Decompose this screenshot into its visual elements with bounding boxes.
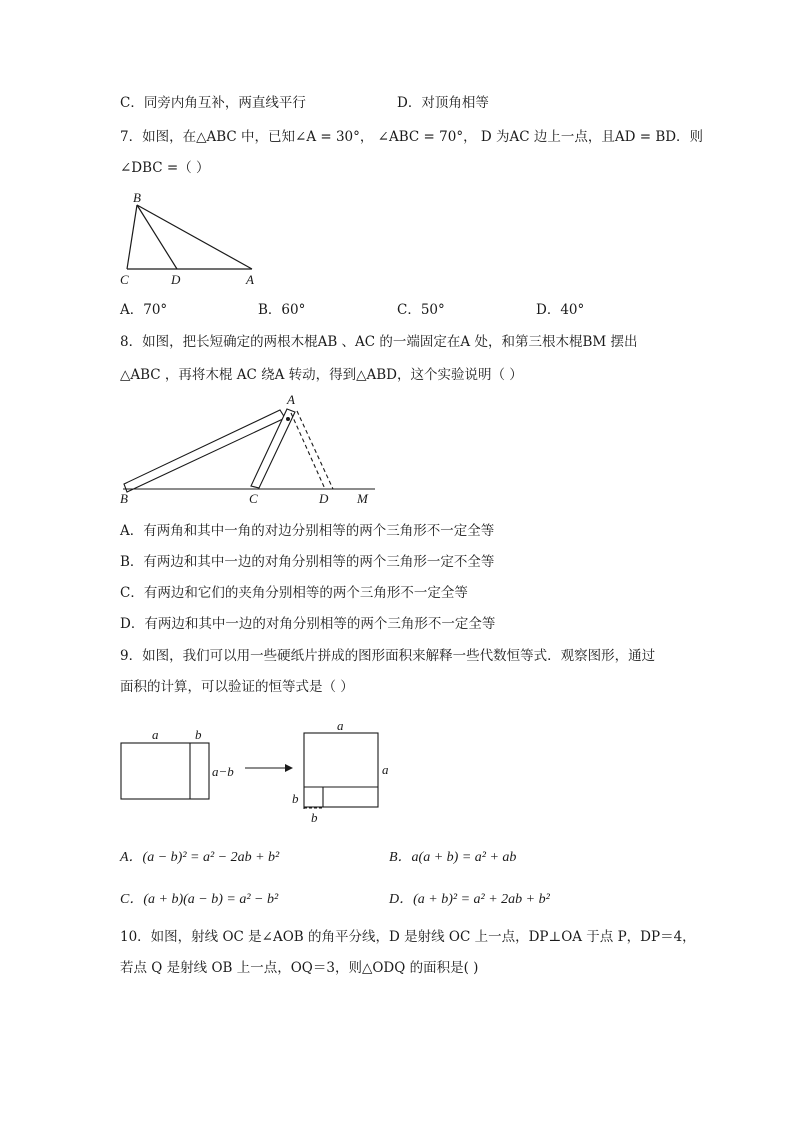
q10-stem-line2: 若点 Q 是射线 OB 上一点，OQ＝3，则△ODQ 的面积是( ) xyxy=(120,960,479,976)
q9-stem-line2: 面积的计算，可以验证的恒等式是（ ） xyxy=(120,679,354,695)
q9-option-a: A．(a − b)² = a² − 2ab + b² xyxy=(120,850,280,865)
q7-option-c: C．50° xyxy=(397,302,445,318)
q9-label-a-side-right: a xyxy=(382,762,389,777)
q8-label-c: C xyxy=(249,491,258,506)
q9-option-b: B．a(a + b) = a² + ab xyxy=(389,850,517,865)
q7-stem-line2: ∠DBC =（ ） xyxy=(120,160,210,176)
q6-option-c: C．同旁内角互补，两直线平行 xyxy=(120,95,306,111)
q7-option-b: B．60° xyxy=(258,302,306,318)
q8-stem-line1: 8．如图，把长短确定的两根木棍AB 、AC 的一端固定在A 处，和第三根木棍BM 摆出 xyxy=(120,334,638,350)
q6-option-d: D．对顶角相等 xyxy=(397,95,489,111)
q9-label-b-top-left: b xyxy=(195,727,202,742)
q9-arrow-head xyxy=(285,764,293,772)
q7-label-b: B xyxy=(133,190,141,205)
q9-label-b-bottom: b xyxy=(311,810,318,825)
q9-option-d: D．(a + b)² = a² + 2ab + b² xyxy=(389,892,550,907)
q8-stem-line2: △ABC ，再将木棍 AC 绕A 转动，得到△ABD，这个实验说明（ ） xyxy=(120,367,523,383)
q8-option-b: B．有两边和其中一边的对角分别相等的两个三角形一定不全等 xyxy=(120,554,495,570)
q9-option-c: C．(a + b)(a − b) = a² − b² xyxy=(120,892,279,907)
q9-label-b-left: b xyxy=(292,791,299,806)
q7-label-a: A xyxy=(246,272,254,287)
q10-stem-line1: 10．如图，射线 OC 是∠AOB 的角平分线，D 是射线 OC 上一点，DP⊥OA 于点 P，DP＝4， xyxy=(120,929,696,945)
q9-label-a-top-left: a xyxy=(152,727,159,742)
q7-option-d: D．40° xyxy=(536,302,585,318)
q9-label-a-top-right: a xyxy=(337,718,344,733)
q7-option-a: A．70° xyxy=(120,302,168,318)
q8-option-a: A．有两角和其中一角的对边分别相等的两个三角形不一定全等 xyxy=(120,523,495,539)
q8-pivot-dot xyxy=(286,417,290,421)
q8-option-c: C．有两边和它们的夹角分别相等的两个三角形不一定全等 xyxy=(120,585,468,601)
q7-label-c: C xyxy=(120,272,129,287)
q8-label-a: A xyxy=(287,392,295,407)
q9-area-figure xyxy=(115,720,405,830)
q7-triangle-figure xyxy=(112,190,272,290)
q8-option-d: D．有两边和其中一边的对角分别相等的两个三角形不一定全等 xyxy=(120,616,496,632)
q9-label-a-minus-b: a−b xyxy=(212,764,234,779)
q8-label-m: M xyxy=(357,491,368,506)
q9-stem-line1: 9．如图，我们可以用一些硬纸片拼成的图形面积来解释一些代数恒等式．观察图形，通过 xyxy=(120,648,656,664)
q8-label-d: D xyxy=(319,491,329,506)
q7-label-d: D xyxy=(171,272,181,287)
q7-stem-line1: 7．如图，在△ABC 中，已知∠A = 30°， ∠ABC = 70°， D 为AC 边上一点，且AD = BD．则 xyxy=(120,129,704,145)
q8-label-b: B xyxy=(120,491,128,506)
q8-sticks-figure xyxy=(115,392,385,510)
